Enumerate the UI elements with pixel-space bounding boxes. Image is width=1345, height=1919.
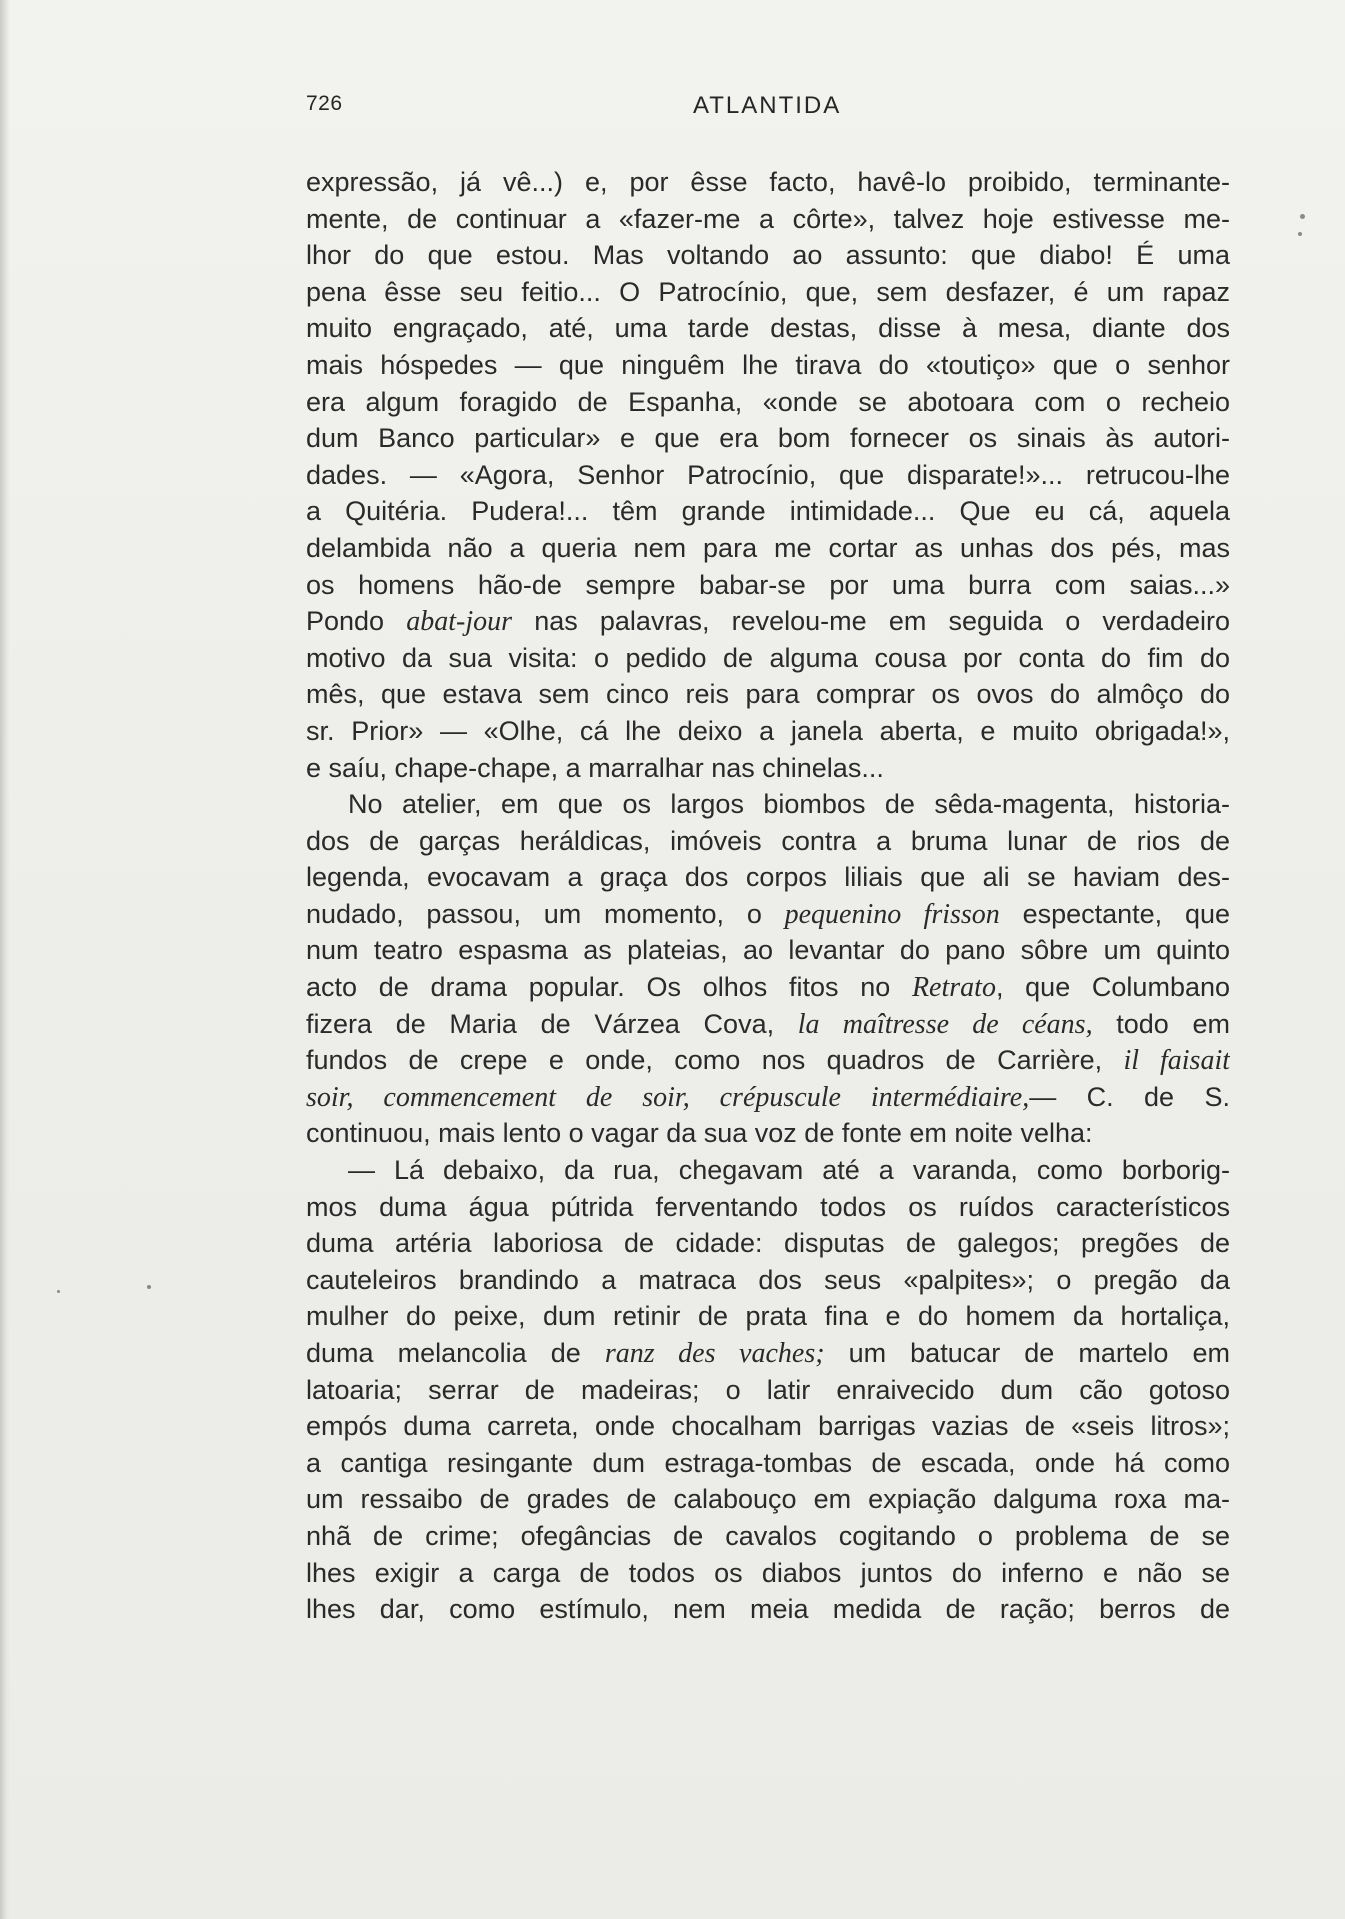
text-line <box>306 1555 1230 1592</box>
text-run: nhã de crime; ofegâncias de cavalos cogitando o problema de se <box>306 1520 1230 1551</box>
text-line <box>306 1262 1230 1299</box>
text-run: mente, de continuar a «fazer-me a côrte», talvez hoje estivesse me- <box>306 203 1230 234</box>
text-run: mês, que estava sem cinco reis para comprar os ovos do almôço do <box>306 679 1230 710</box>
text-run: latoaria; serrar de madeiras; o latir enraivecido dum cão gotoso <box>306 1374 1230 1405</box>
text-run: empós duma carreta, onde chocalham barrigas vazias de «seis litros»; <box>306 1411 1230 1442</box>
text-line <box>306 1518 1230 1555</box>
text-line <box>306 1335 1230 1372</box>
text-line <box>306 1481 1230 1518</box>
text-line <box>306 640 1230 677</box>
text-line <box>306 1591 1230 1628</box>
text-run: continuou, mais lento o vagar da sua voz de fonte em noite velha: <box>306 1118 1093 1149</box>
text-run: pena êsse seu feitio... O Patrocínio, que, sem desfazer, é um rapaz <box>306 276 1230 307</box>
text-line <box>306 1445 1230 1482</box>
text-line <box>306 896 1230 933</box>
text-run: um batucar de martelo em <box>824 1338 1230 1368</box>
print-speck <box>1298 232 1302 236</box>
text-line <box>306 457 1230 494</box>
text-run: um ressaibo de grades de calabouço em expiação dalguma roxa ma- <box>306 1484 1230 1515</box>
text-run: duma melancolia de <box>306 1338 605 1368</box>
text-line <box>306 384 1230 421</box>
italic-phrase: la maîtresse de céans, <box>797 1008 1093 1040</box>
text-run: mulher do peixe, dum retinir de prata fina e do homem da hortaliça, <box>306 1301 1230 1332</box>
text-line <box>306 1298 1230 1335</box>
text-line <box>306 932 1230 969</box>
text-run: sr. Prior» — «Olhe, cá lhe deixo a janela aberta, e muito obrigada!», <box>306 715 1230 746</box>
italic-phrase: Retrato <box>911 972 996 1004</box>
text-run: fizera de Maria de Várzea Cova, <box>306 1008 798 1039</box>
text-run: os homens hão-de sempre babar-se por uma burra com saias...» <box>306 569 1230 600</box>
text-line <box>306 237 1230 274</box>
text-run: — Lá debaixo, da rua, chegavam até a varanda, como borborig- <box>348 1155 1230 1186</box>
text-run: nudado, passou, um momento, o <box>306 898 785 929</box>
text-line <box>306 786 1230 823</box>
text-line <box>306 530 1230 567</box>
text-run: e saíu, chape-chape, a marralhar nas chinelas... <box>306 752 884 783</box>
text-line <box>306 1408 1230 1445</box>
text-run: cauteleiros brandindo a matraca dos seus «palpites»; o pregão da <box>306 1264 1230 1295</box>
text-line <box>306 603 1230 640</box>
text-run: lhes dar, como estímulo, nem meia medida de ração; berros de <box>306 1594 1230 1625</box>
text-line <box>306 1079 1230 1116</box>
text-run: fundos de crepe e onde, como nos quadros de Carrière, <box>306 1045 1124 1076</box>
text-line <box>306 859 1230 896</box>
print-speck <box>57 1290 60 1293</box>
italic-phrase: soir, commencement de soir, crépuscule intermédiaire, <box>306 1081 1030 1113</box>
text-run: mais hóspedes — que ninguêm lhe tirava do «toutiço» que o senhor <box>306 349 1230 380</box>
text-run: nas palavras, revelou-me em seguida o verdadeiro <box>512 606 1230 637</box>
text-line <box>306 274 1230 311</box>
text-line <box>306 823 1230 860</box>
text-line <box>306 493 1230 530</box>
text-line <box>306 164 1230 201</box>
text-line <box>306 750 1230 787</box>
text-line <box>306 1006 1230 1043</box>
text-line <box>306 713 1230 750</box>
text-line <box>306 676 1230 713</box>
italic-phrase: il faisait <box>1123 1045 1230 1077</box>
text-run: expressão, já vê...) e, por êsse facto, havê-lo proibido, terminante- <box>306 167 1230 197</box>
print-speck <box>147 1285 151 1289</box>
text-run: dos de garças heráldicas, imóveis contra a bruma lunar de rios de <box>306 825 1230 856</box>
text-run: dum Banco particular» e que era bom fornecer os sinais às autori- <box>306 423 1230 454</box>
page-edge-shadow <box>0 0 10 1919</box>
italic-phrase: pequenino frisson <box>784 898 1000 930</box>
text-line <box>306 347 1230 384</box>
text-run: legenda, evocavam a graça dos corpos liliais que ali se haviam des- <box>306 862 1230 893</box>
text-run: mos duma água pútrida ferventando todos os ruídos característicos <box>306 1191 1230 1222</box>
text-run: lhor do que estou. Mas voltando ao assunto: que diabo! É uma <box>306 240 1230 271</box>
text-line <box>306 969 1230 1006</box>
text-line <box>306 1115 1230 1152</box>
text-line <box>306 1152 1230 1189</box>
text-run: espectante, que <box>999 898 1230 929</box>
page-header <box>306 92 1230 124</box>
text-line <box>306 567 1230 604</box>
text-run: todo em <box>1092 1008 1230 1039</box>
text-run: duma artéria laboriosa de cidade: disputas de galegos; pregões de <box>306 1228 1230 1259</box>
text-line <box>306 310 1230 347</box>
text-line <box>306 420 1230 457</box>
text-line <box>306 1372 1230 1409</box>
body-text <box>306 164 1230 1628</box>
text-line <box>306 1189 1230 1226</box>
text-run: a Quitéria. Pudera!... têm grande intimidade... Que eu cá, aquela <box>306 496 1230 527</box>
text-line <box>306 201 1230 238</box>
text-run: a cantiga resingante dum estraga-tombas de escada, onde há como <box>306 1447 1230 1478</box>
text-run: Pondo <box>306 606 407 637</box>
page-number: 726 <box>306 92 343 115</box>
text-run: No atelier, em que os largos biombos de sêda-magenta, historia- <box>348 789 1230 820</box>
text-run: delambida não a queria nem para me cortar as unhas dos pés, mas <box>306 532 1230 563</box>
text-run: num teatro espasma as plateias, ao levantar do pano sôbre um quinto <box>306 935 1230 966</box>
text-run: muito engraçado, até, uma tarde destas, disse à mesa, diante dos <box>306 313 1230 344</box>
italic-phrase: ranz des vaches; <box>604 1338 825 1369</box>
text-run: dades. — «Agora, Senhor Patrocínio, que disparate!»... retrucou-lhe <box>306 459 1230 490</box>
text-run: motivo da sua visita: o pedido de alguma cousa por conta do fim do <box>306 642 1230 673</box>
text-line <box>306 1042 1230 1079</box>
text-run: , que Columbano <box>995 972 1230 1003</box>
text-run: — C. de S. <box>1029 1081 1230 1112</box>
text-run: lhes exigir a carga de todos os diabos juntos do inferno e não se <box>306 1557 1230 1588</box>
text-run: era algum foragido de Espanha, «onde se abotoara com o recheio <box>306 386 1230 417</box>
running-title: ATLANTIDA <box>693 92 842 119</box>
italic-phrase: abat-jour <box>406 606 513 638</box>
text-run: acto de drama popular. Os olhos fitos no <box>306 972 912 1003</box>
text-line <box>306 1225 1230 1262</box>
print-speck <box>1300 214 1305 219</box>
